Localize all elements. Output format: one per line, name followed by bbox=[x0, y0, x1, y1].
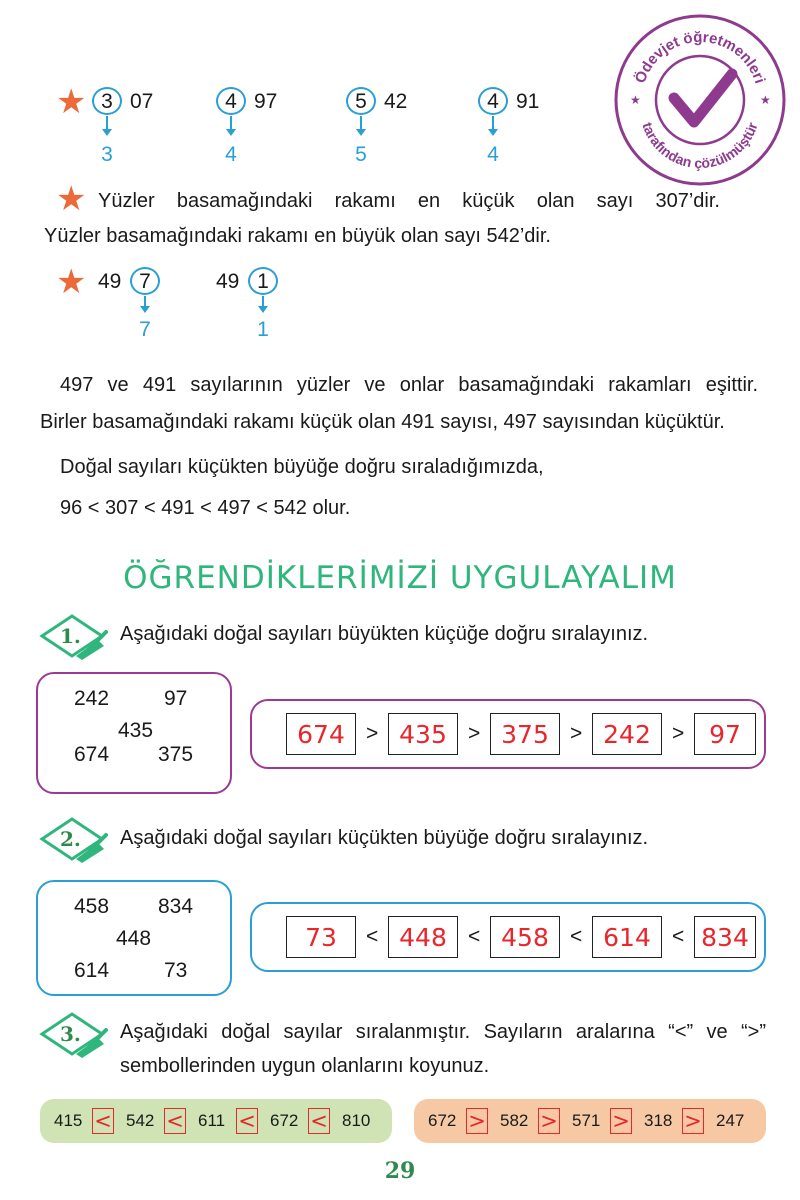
circled-digit: 3 bbox=[101, 90, 113, 113]
given-number: 375 bbox=[158, 743, 194, 766]
arrow-down-icon bbox=[258, 306, 268, 313]
ascending-strip bbox=[40, 1099, 392, 1143]
question-text: Aşağıdaki doğal sayılar sıralanmıştır. Sayıların aralarına “<” ve “>” bbox=[120, 1021, 766, 1043]
stamp bbox=[612, 12, 788, 188]
strip-number: 582 bbox=[500, 1111, 529, 1130]
question-text: sembollerinden uygun olanlarını koyunuz. bbox=[120, 1055, 490, 1077]
given-number: 458 bbox=[74, 895, 110, 918]
circled-digit: 5 bbox=[355, 90, 367, 113]
symbol-box: > bbox=[538, 1108, 560, 1134]
paragraph-line: 497 ve 491 sayılarının yüzler ve onlar basamağındaki rakamları eşittir. bbox=[60, 374, 758, 396]
strip-number: 571 bbox=[572, 1111, 601, 1130]
stamp-graphic bbox=[612, 12, 788, 188]
given-numbers-box bbox=[36, 672, 232, 794]
answer-box: 448 bbox=[388, 916, 458, 958]
strip-number: 542 bbox=[126, 1111, 155, 1130]
comparison-symbol: < bbox=[570, 925, 583, 948]
arrow-shaft bbox=[492, 116, 494, 130]
ordered-answer-box bbox=[250, 699, 766, 769]
extracted-digit: 1 bbox=[257, 318, 269, 341]
circled-digit: 1 bbox=[257, 270, 269, 293]
arrow-down-icon bbox=[226, 129, 236, 136]
number-prefix: 49 bbox=[98, 270, 122, 293]
stamp-bottom-text: tarafından çözülmüştür bbox=[639, 120, 761, 172]
question-text: Aşağıdaki doğal sayıları büyükten küçüğe doğru sıralayınız. bbox=[120, 623, 649, 645]
descending-strip bbox=[414, 1099, 766, 1143]
svg-text:★: ★ bbox=[630, 93, 641, 107]
arrow-down-icon bbox=[356, 129, 366, 136]
arrow-down-icon bbox=[488, 129, 498, 136]
question-number: 2. bbox=[60, 827, 81, 851]
symbol-box: < bbox=[164, 1108, 186, 1134]
given-number: 614 bbox=[74, 959, 110, 982]
arrow-down-icon bbox=[102, 129, 112, 136]
given-numbers-box bbox=[36, 880, 232, 996]
section-heading: ÖĞRENDİKLERİMİZİ UYGULAYALIM bbox=[123, 560, 677, 596]
ordered-answer-box bbox=[250, 902, 766, 972]
comparison-symbol: < bbox=[366, 925, 379, 948]
answer-box: 834 bbox=[694, 916, 756, 958]
number-rest: 91 bbox=[516, 90, 540, 113]
symbol-box: < bbox=[308, 1108, 330, 1134]
circled-digit: 7 bbox=[139, 270, 151, 293]
question-text: Aşağıdaki doğal sayıları küçükten büyüğe doğru sıralayınız. bbox=[120, 827, 649, 849]
number-prefix: 49 bbox=[216, 270, 240, 293]
paragraph-line: 96 < 307 < 491 < 497 < 542 olur. bbox=[60, 497, 351, 519]
arrow-shaft bbox=[106, 116, 108, 130]
strip-number: 247 bbox=[716, 1111, 745, 1130]
strip-number: 318 bbox=[644, 1111, 673, 1130]
answer-box: 435 bbox=[388, 713, 458, 755]
answer-box: 674 bbox=[286, 713, 356, 755]
question-number: 3. bbox=[60, 1022, 81, 1046]
extracted-digit: 3 bbox=[101, 143, 113, 166]
question-number: 1. bbox=[60, 624, 81, 648]
given-number: 242 bbox=[74, 687, 110, 710]
comparison-symbol: > bbox=[672, 722, 685, 745]
answer-box: 375 bbox=[490, 713, 560, 755]
arrow-shaft bbox=[360, 116, 362, 130]
extracted-digit: 7 bbox=[139, 318, 151, 341]
strip-number: 672 bbox=[270, 1111, 299, 1130]
arrow-down-icon bbox=[140, 306, 150, 313]
comparison-symbol: > bbox=[468, 722, 481, 745]
given-number: 448 bbox=[116, 927, 152, 950]
strip-number: 810 bbox=[342, 1111, 371, 1130]
svg-text:★: ★ bbox=[760, 93, 771, 107]
comparison-symbol: > bbox=[570, 722, 583, 745]
comparison-symbol: < bbox=[468, 925, 481, 948]
strip-number: 611 bbox=[198, 1111, 226, 1130]
given-number: 834 bbox=[158, 895, 194, 918]
extracted-digit: 4 bbox=[487, 143, 499, 166]
number-rest: 42 bbox=[384, 90, 408, 113]
comparison-symbol: < bbox=[672, 925, 685, 948]
circled-digit: 4 bbox=[225, 90, 237, 113]
star-icon: ★ bbox=[56, 180, 87, 218]
symbol-box: < bbox=[92, 1108, 114, 1134]
given-number: 97 bbox=[164, 687, 188, 710]
paragraph-line: Doğal sayıları küçükten büyüğe doğru sıraladığımızda, bbox=[60, 456, 544, 478]
symbol-box: > bbox=[682, 1108, 704, 1134]
extracted-digit: 4 bbox=[225, 143, 237, 166]
stamp-top-text: Ödevjet öğretmenleri bbox=[631, 28, 769, 86]
star-icon: ★ bbox=[56, 83, 87, 121]
comparison-symbol: > bbox=[366, 722, 379, 745]
given-number: 73 bbox=[164, 959, 188, 982]
circled-digit: 4 bbox=[487, 90, 499, 113]
number-rest: 97 bbox=[254, 90, 278, 113]
symbol-box: < bbox=[236, 1108, 258, 1134]
statement-smallest: Yüzler basamağındaki rakamı en küçük olan sayı 307’dir. bbox=[98, 190, 720, 212]
strip-number: 415 bbox=[54, 1111, 83, 1130]
paragraph-line: Birler basamağındaki rakamı küçük olan 491 sayısı, 497 sayısından küçüktür. bbox=[40, 411, 725, 433]
extracted-digit: 5 bbox=[355, 143, 367, 166]
page-number: 29 bbox=[384, 1158, 416, 1184]
arrow-shaft bbox=[230, 116, 232, 130]
answer-box: 614 bbox=[592, 916, 662, 958]
answer-box: 97 bbox=[694, 713, 756, 755]
strip-number: 672 bbox=[428, 1111, 457, 1130]
answer-box: 242 bbox=[592, 713, 662, 755]
number-rest: 07 bbox=[130, 90, 154, 113]
statement-largest: Yüzler basamağındaki rakamı en büyük olan sayı 542’dir. bbox=[44, 225, 551, 247]
star-icon: ★ bbox=[56, 263, 87, 301]
given-number: 674 bbox=[74, 743, 110, 766]
answer-box: 73 bbox=[286, 916, 356, 958]
answer-box: 458 bbox=[490, 916, 560, 958]
given-number: 435 bbox=[118, 719, 154, 742]
symbol-box: > bbox=[466, 1108, 488, 1134]
symbol-box: > bbox=[610, 1108, 632, 1134]
